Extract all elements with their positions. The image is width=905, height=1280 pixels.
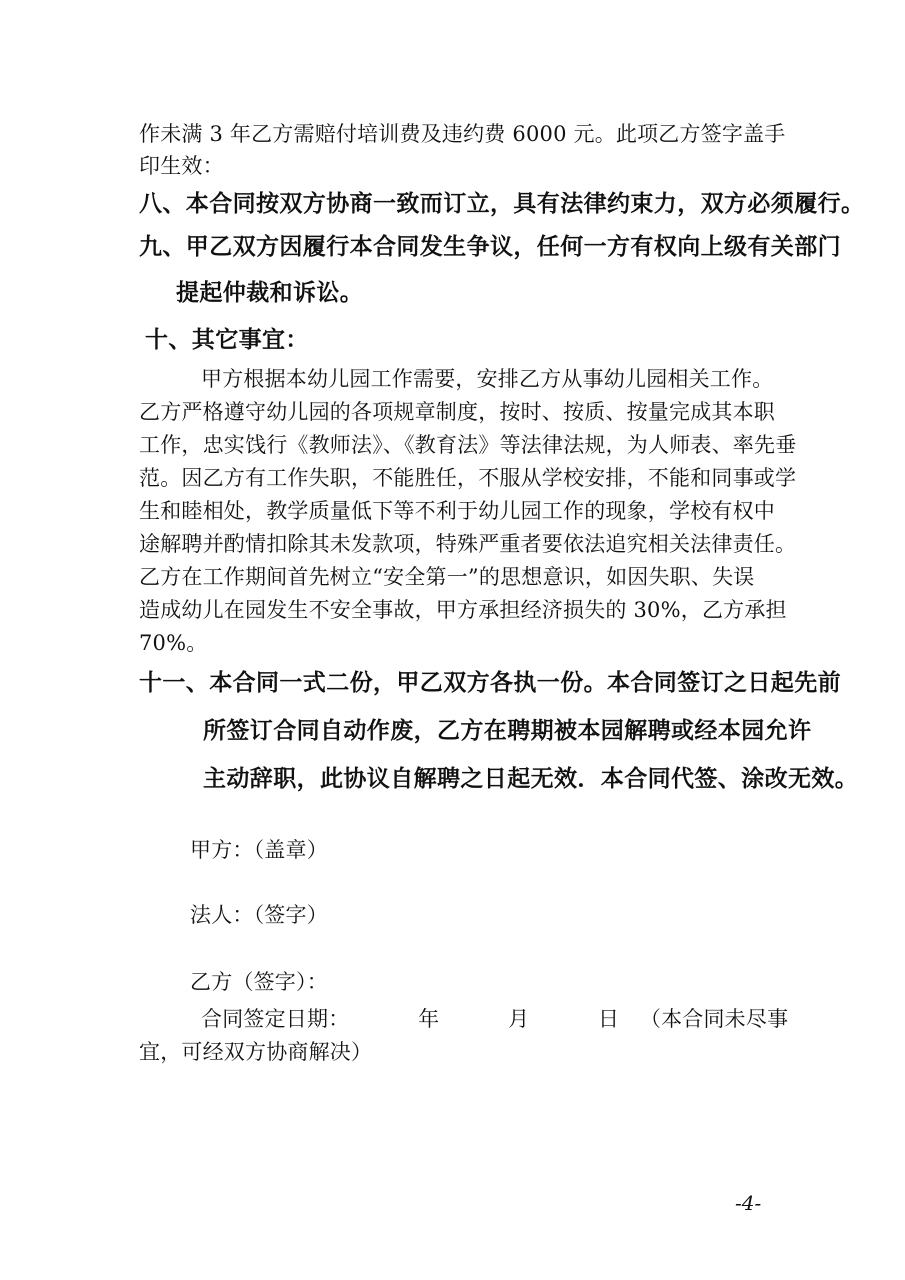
clause-11: 十一、本合同一式二份，甲乙双方各执一份。本合同签订之日起先前 [139,670,841,696]
text-line-9: 工作，忠实饯行《教师法》、《教育法》等法律法规，为人师表、率先垂 [139,433,797,457]
text-line-10: 范。因乙方有工作失职，不能胜任，不服从学校安排，不能和同事或学 [139,466,797,490]
text-line-8: 乙方严格遵守幼儿园的各项规章制度，按时、按质、按量完成其本职 [139,400,775,424]
text-line-1: 作未满 3 年乙方需赔付培训费及违约费 6000 元。此项乙方签字盖手 [139,122,786,146]
text-line-2: 印生效： [139,154,224,178]
contract-date-line-continued: 宜，可经双方协商解决） [139,1040,373,1064]
party-a-seal: 甲方：（盖章） [190,838,328,862]
page-number: -4- [735,1191,762,1215]
legal-person-signature: 法人：（签字） [190,903,328,927]
clause-8: 八、本合同按双方协商一致而订立，具有法律约束力，双方必须履行。 [139,191,865,217]
clause-9-continued: 提起仲裁和诉讼。 [176,280,364,306]
clause-9: 九、甲乙双方因履行本合同发生争议，任何一方有权向上级有关部门 [139,234,841,260]
party-b-signature: 乙方（签字）： [190,970,328,994]
text-line-15: 70%。 [139,631,208,655]
clause-10-heading: 十、其它事宜： [145,327,309,353]
text-line-7: 甲方根据本幼儿园工作需要，安排乙方从事幼儿园相关工作。 [201,367,774,391]
text-line-14: 造成幼儿在园发生不安全事故，甲方承担经济损失的 30%，乙方承担 [139,598,787,622]
text-line-13: 乙方在工作期间首先树立“安全第一”的思想意识，如因失职、失误 [139,565,755,589]
text-line-11: 生和睦相处，教学质量低下等不利于幼儿园工作的现象，学校有权中 [139,499,775,523]
contract-date-line: 合同签定日期： 年 月 日 （本合同未尽事 [201,1007,789,1031]
clause-11-continued-2: 主动辞职，此协议自解聘之日起无效．本合同代签、涂改无效。 [203,766,859,792]
clause-11-continued-1: 所签订合同自动作废，乙方在聘期被本园解聘或经本园允许 [203,718,812,744]
text-line-12: 途解聘并酌情扣除其未发款项，特殊严重者要依法追究相关法律责任。 [139,532,797,556]
